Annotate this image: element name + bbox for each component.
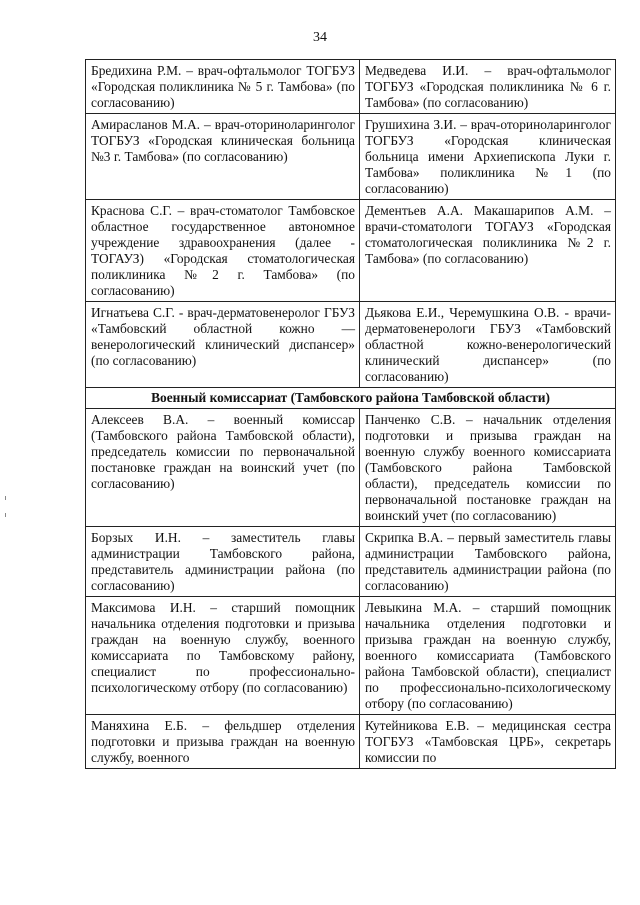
member-cell-primary: Бредихина Р.М. – врач-офтальмолог ТОГБУЗ «Городская поликлиника № 5 г. Тамбова» (по согласованию) xyxy=(86,60,360,114)
table-row xyxy=(86,60,616,114)
table-row xyxy=(86,527,616,597)
page-number: 34 xyxy=(313,30,327,45)
member-cell-primary: Максимова И.Н. – старший помощник начальника отделения подготовки и призыва граждан на военную службу, военного комиссариата по Тамбовскому району, специалист по профессионально-психологическому отбору (по согласованию) xyxy=(86,597,360,715)
member-cell-reserve: Скрипка В.А. – первый заместитель главы администрации Тамбовского района, представитель администрации района (по согласованию) xyxy=(360,527,616,597)
member-cell-primary: Алексеев В.А. – военный комиссар (Тамбовского района Тамбовской области), председатель комиссии по первоначальной постановке граждан на воинский учет (по согласованию) xyxy=(86,409,360,527)
commission-table xyxy=(85,59,616,769)
member-cell-primary: Борзых И.Н. – заместитель главы администрации Тамбовского района, представитель администрации района (по согласованию) xyxy=(86,527,360,597)
table-row xyxy=(86,597,616,715)
member-cell-primary: Амирасланов М.А. – врач-оториноларинголог ТОГБУЗ «Городская клиническая больница №3 г. Тамбова» (по согласованию) xyxy=(86,114,360,200)
table-row xyxy=(86,302,616,388)
member-cell-primary: Краснова С.Г. – врач-стоматолог Тамбовское областное государственное автономное учреждение здравоохранения (далее - ТОГАУЗ) «Городская стоматологическая поликлиника №2 г. Тамбова» (по согласованию) xyxy=(86,200,360,302)
section-heading: Военный комиссариат (Тамбовского района Тамбовской области) xyxy=(86,388,616,409)
scan-mark xyxy=(5,496,6,500)
member-cell-reserve: Кутейникова Е.В. – медицинская сестра ТОГБУЗ «Тамбовская ЦРБ», секретарь комиссии по xyxy=(360,715,616,769)
member-cell-primary: Маняхина Е.Б. – фельдшер отделения подготовки и призыва граждан на военную службу, военного xyxy=(86,715,360,769)
member-cell-reserve: Панченко С.В. – начальник отделения подготовки и призыва граждан на военную службу военного комиссариата (Тамбовского района Тамбовской области), председатель комиссии по первоначальной постановке граждан на воинский учет (по согласованию) xyxy=(360,409,616,527)
member-cell-primary: Игнатьева С.Г. - врач-дерматовенеролог ГБУЗ «Тамбовский областной кожно — венерологический клинический диспансер» (по согласованию) xyxy=(86,302,360,388)
table-row xyxy=(86,200,616,302)
member-cell-reserve: Грушихина З.И. – врач-оториноларинголог ТОГБУЗ «Городская клиническая больница имени Архиепископа Луки г. Тамбова» поликлиника №1 (по согласованию) xyxy=(360,114,616,200)
member-cell-reserve: Дьякова Е.И., Черемушкина О.В. - врачи-дерматовенерологи ГБУЗ «Тамбовский областной кожно-венерологический клинический диспансер» (по согласованию) xyxy=(360,302,616,388)
scan-mark xyxy=(5,513,6,517)
member-cell-reserve: Левыкина М.А. – старший помощник начальника отделения подготовки и призыва граждан на военную службу, военного комиссариата (Тамбовского района Тамбовской области), специалист по профессионально-психологическому отбору (по согласованию) xyxy=(360,597,616,715)
table-row xyxy=(86,715,616,769)
section-heading-row xyxy=(86,388,616,409)
table-row xyxy=(86,409,616,527)
member-cell-reserve: Медведева И.И. – врач-офтальмолог ТОГБУЗ «Городская поликлиника № 6 г. Тамбова» (по согласованию) xyxy=(360,60,616,114)
table-row xyxy=(86,114,616,200)
member-cell-reserve: Дементьев А.А. Макашарипов А.М. – врачи-стоматологи ТОГАУЗ «Городская стоматологическая поликлиника №2 г. Тамбова» (по согласованию) xyxy=(360,200,616,302)
